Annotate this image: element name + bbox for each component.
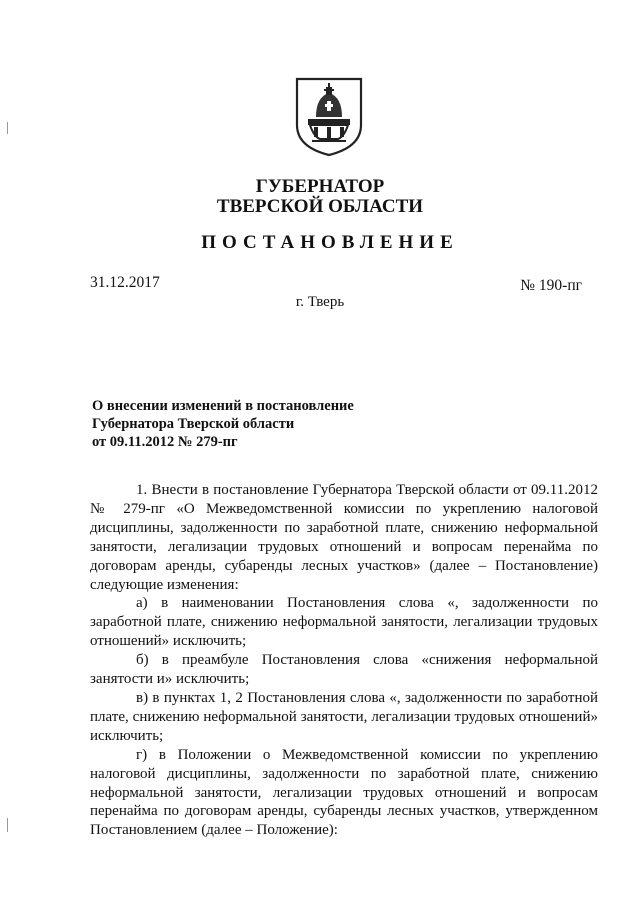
authority-title: ГУБЕРНАТОР — [255, 176, 385, 197]
body-paragraph: б) в преамбуле Постановления слова «снижения неформальной занятости и» исключить; — [90, 652, 598, 688]
tver-coat-of-arms-icon — [294, 77, 364, 157]
body-paragraph: г) в Положении о Межведомственной комиссии по укреплению налоговой дисциплины, задолженности по заработной плате, снижению неформальной занятости, легализации трудовых отношений и вопросам перенайма по договорам аренды, субаренды лесных участков, утвержденном Постановлением (далее – Положение): — [90, 746, 598, 839]
authority-region: ТВЕРСКОЙ ОБЛАСТИ — [216, 196, 424, 217]
subject-line: от 09.11.2012 № 279-пг — [92, 434, 238, 450]
document-number: № 190-пг — [520, 277, 582, 294]
document-type: ПОСТАНОВЛЕНИЕ — [201, 232, 459, 253]
document-city: г. Тверь — [295, 294, 345, 310]
document-body — [90, 481, 598, 840]
scan-margin-mark — [7, 122, 8, 134]
body-paragraph: в) в пунктах 1, 2 Постановления слова «, задолженности по заработной плате, снижению неформальной занятости, легализации трудовых отношений» исключить; — [90, 689, 598, 744]
document-subject — [92, 397, 412, 451]
subject-line: Губернатора Тверской области — [92, 416, 295, 432]
subject-line: О внесении изменений в постановление — [92, 398, 354, 414]
body-paragraph: 1. Внести в постановление Губернатора Тверской области от 09.11.2012 № 279-пг «О Межведомственной комиссии по укреплению налоговой дисциплины, задолженности по заработной плате, снижению неформальной занятости, легализации трудовых отношений и вопросам перенайма по договорам аренды, субаренды лесных участков» (далее – Постановление) следующие изменения: — [90, 482, 598, 593]
body-paragraph: а) в наименовании Постановления слова «, задолженности по заработной плате, снижению неформальной занятости, легализации трудовых отношений» исключить; — [90, 595, 598, 650]
scan-margin-mark — [7, 818, 8, 832]
document-date: 31.12.2017 — [90, 274, 160, 291]
